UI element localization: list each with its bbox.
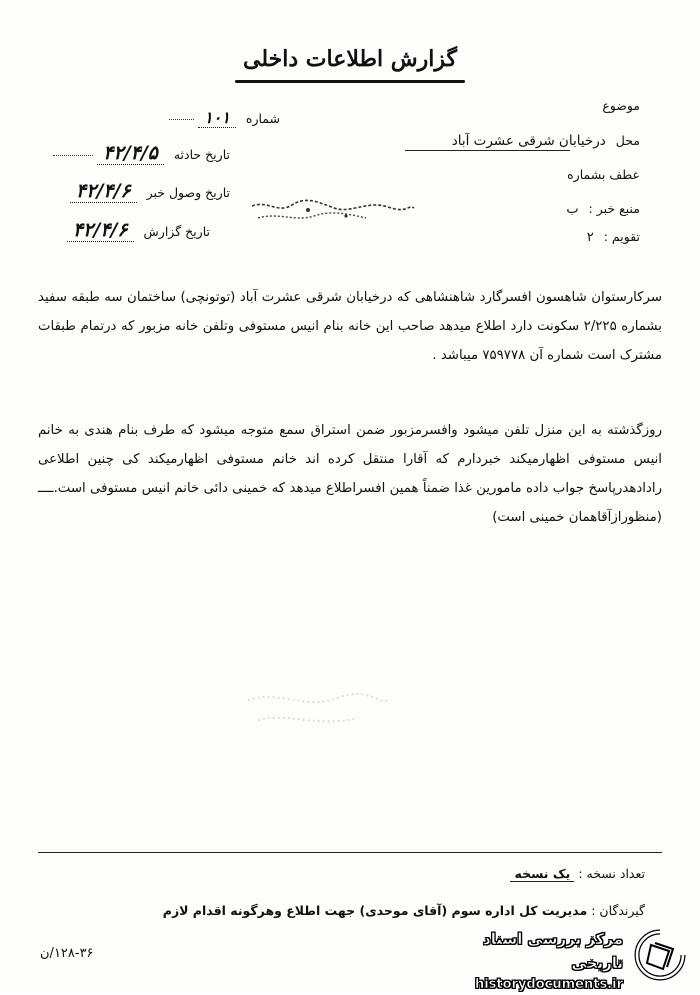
body-paragraph-2	[38, 416, 662, 532]
watermark-title: مرکز بررسی اسناد تاریخی	[483, 930, 623, 972]
subject-label: موضوع	[602, 98, 640, 113]
location-label: محل	[615, 133, 640, 148]
location-value: درخیابان شرقی عشرت آباد	[451, 133, 606, 149]
field-location	[452, 133, 640, 149]
field-number	[169, 108, 280, 127]
evaluation-value: ۲	[586, 230, 594, 245]
body-paragraph-1	[38, 283, 662, 370]
copies-label: تعداد نسخه :	[578, 866, 645, 881]
receipt-date-label: تاریخ وصول خبر	[146, 185, 230, 200]
center-logo-icon	[633, 929, 687, 981]
number-dots	[169, 119, 194, 120]
reference-code: ۱۲۸-۳۶/ن	[40, 946, 94, 961]
location-underline	[405, 150, 570, 151]
watermark-url: historydocuments.ir	[474, 977, 623, 992]
incident-date-label: تاریخ حادثه	[173, 147, 230, 162]
body-paragraph-1-text: سرکارستوان شاهسون افسرگارد شاهنشاهی که درخیابان شرقی عشرت آباد (توتونچی) ساختمان سه طبقه سفید بشماره ۲/۲۲۵ سکونت دارد اطلاع میدهد صاحب این خانه بنام انیس مستوفی وتلفن خانه مزبور که درتمام طبقات مشترک است شماره آن ۷۵۹۷۷۸ میباشد .	[38, 290, 662, 363]
title-underline	[235, 80, 465, 83]
watermark	[470, 925, 695, 992]
faint-mark	[238, 680, 398, 740]
source-value: ب	[566, 202, 579, 217]
recipients-line	[163, 903, 645, 918]
report-date-value: ۴۲/۴/۶	[67, 219, 134, 242]
field-incident-date	[53, 142, 230, 164]
field-reference	[567, 167, 640, 182]
body-paragraph-2-text: روزگذشته به این منزل تلفن میشود وافسرمزبور ضمن استراق سمع متوجه میشود که طرف بنام هندی به خانم انیس مستوفی اظهارمیکند خبردارم که آقارا منتقل کرده اند خانم مستوفی اظهارمیکند کی چنین اطلاعی رادادهدرپاسخ جواب داده مامورین غذا ضمناً همین افسراطلاع میدهد که خمینی دائی خانم انیس مستوفی است.ــــ (منظورازآقاهمان خمینی است)	[38, 423, 662, 525]
incident-date-dots	[53, 155, 93, 156]
copies-value: یک نسخه	[510, 866, 574, 882]
watermark-text	[470, 927, 623, 995]
recipients-label: گیرندگان :	[591, 903, 645, 918]
field-evaluation	[587, 229, 640, 245]
footer-rule	[38, 852, 662, 853]
field-report-date	[67, 219, 210, 241]
receipt-date-value: ۴۲/۴/۶	[70, 180, 137, 203]
field-source	[566, 201, 640, 217]
field-subject	[602, 98, 640, 113]
copies-line	[510, 866, 645, 881]
document-title: گزارش اطلاعات داخلی	[243, 46, 457, 72]
number-value: ۱۰۱	[198, 108, 236, 128]
source-label: منبع خبر :	[588, 201, 640, 216]
report-date-label: تاریخ گزارش	[143, 224, 210, 239]
number-label: شماره	[245, 111, 280, 126]
recipients-value: مدیریت کل اداره سوم (آقای موحدی) جهت اطلاع وهرگونه اقدام لازم	[162, 903, 588, 918]
field-receipt-date	[70, 180, 230, 202]
reference-label: عطف بشماره	[567, 167, 640, 182]
redaction-scribble	[248, 196, 418, 226]
evaluation-label: تقویم :	[603, 229, 640, 244]
incident-date-value: ۴۲/۴/۵	[97, 142, 164, 165]
